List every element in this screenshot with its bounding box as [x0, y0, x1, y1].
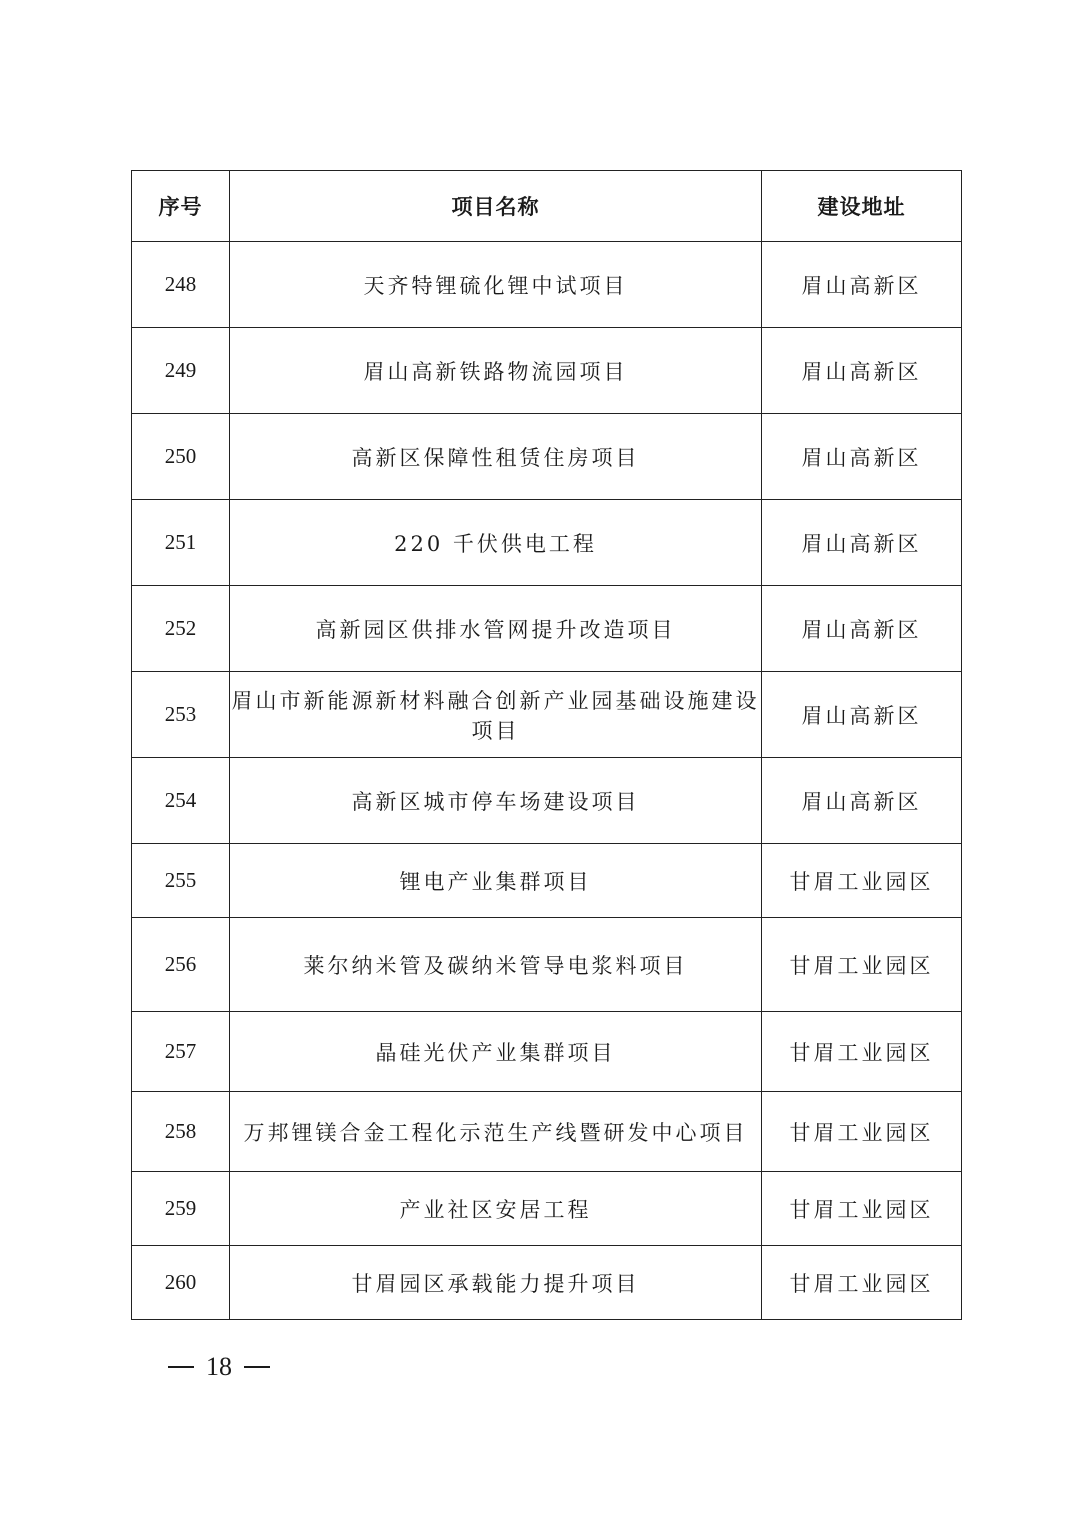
header-location: 建设地址 [762, 171, 962, 242]
table-row [132, 1246, 962, 1320]
table-row [132, 328, 962, 414]
row-project-name: 万邦锂镁合金工程化示范生产线暨研发中心项目 [230, 1092, 762, 1172]
row-location: 眉山高新区 [762, 672, 962, 758]
page-number-dash-right [244, 1366, 270, 1368]
row-location: 甘眉工业园区 [762, 1172, 962, 1246]
table-header-row [132, 171, 962, 242]
row-index: 251 [132, 500, 230, 586]
row-project-name: 莱尔纳米管及碳纳米管导电浆料项目 [230, 918, 762, 1012]
table-row [132, 758, 962, 844]
row-index: 258 [132, 1092, 230, 1172]
row-index: 253 [132, 672, 230, 758]
row-index: 249 [132, 328, 230, 414]
row-index: 256 [132, 918, 230, 1012]
row-project-name: 高新区保障性租赁住房项目 [230, 414, 762, 500]
row-index: 248 [132, 242, 230, 328]
table-row [132, 586, 962, 672]
table-row [132, 918, 962, 1012]
row-project-name: 产业社区安居工程 [230, 1172, 762, 1246]
header-project-name: 项目名称 [230, 171, 762, 242]
project-table [131, 170, 962, 1320]
row-location: 甘眉工业园区 [762, 918, 962, 1012]
table-row [132, 1092, 962, 1172]
row-project-name: 高新区城市停车场建设项目 [230, 758, 762, 844]
row-project-name: 甘眉园区承载能力提升项目 [230, 1246, 762, 1320]
row-location: 眉山高新区 [762, 586, 962, 672]
row-project-name: 天齐特锂硫化锂中试项目 [230, 242, 762, 328]
row-location: 眉山高新区 [762, 242, 962, 328]
row-index: 250 [132, 414, 230, 500]
table-body [132, 242, 962, 1320]
table-row [132, 1012, 962, 1092]
row-index: 259 [132, 1172, 230, 1246]
row-location: 眉山高新区 [762, 328, 962, 414]
header-index: 序号 [132, 171, 230, 242]
table-row [132, 414, 962, 500]
row-index: 257 [132, 1012, 230, 1092]
page-number-dash-left [168, 1366, 194, 1368]
row-location: 眉山高新区 [762, 500, 962, 586]
row-project-name: 锂电产业集群项目 [230, 844, 762, 918]
page-number-value: 18 [206, 1352, 232, 1381]
row-index: 260 [132, 1246, 230, 1320]
row-location: 甘眉工业园区 [762, 844, 962, 918]
row-index: 252 [132, 586, 230, 672]
row-project-name: 高新园区供排水管网提升改造项目 [230, 586, 762, 672]
table-row [132, 844, 962, 918]
row-project-name: 眉山高新铁路物流园项目 [230, 328, 762, 414]
row-location: 甘眉工业园区 [762, 1092, 962, 1172]
row-project-name: 眉山市新能源新材料融合创新产业园基础设施建设项目 [230, 672, 762, 758]
table-row [132, 672, 962, 758]
row-project-name: 220 千伏供电工程 [230, 500, 762, 586]
row-project-name: 晶硅光伏产业集群项目 [230, 1012, 762, 1092]
table-row [132, 1172, 962, 1246]
row-index: 254 [132, 758, 230, 844]
page-number [168, 1352, 270, 1382]
row-location: 甘眉工业园区 [762, 1012, 962, 1092]
row-index: 255 [132, 844, 230, 918]
row-location: 眉山高新区 [762, 414, 962, 500]
row-location: 眉山高新区 [762, 758, 962, 844]
row-location: 甘眉工业园区 [762, 1246, 962, 1320]
table-row [132, 242, 962, 328]
table-row [132, 500, 962, 586]
